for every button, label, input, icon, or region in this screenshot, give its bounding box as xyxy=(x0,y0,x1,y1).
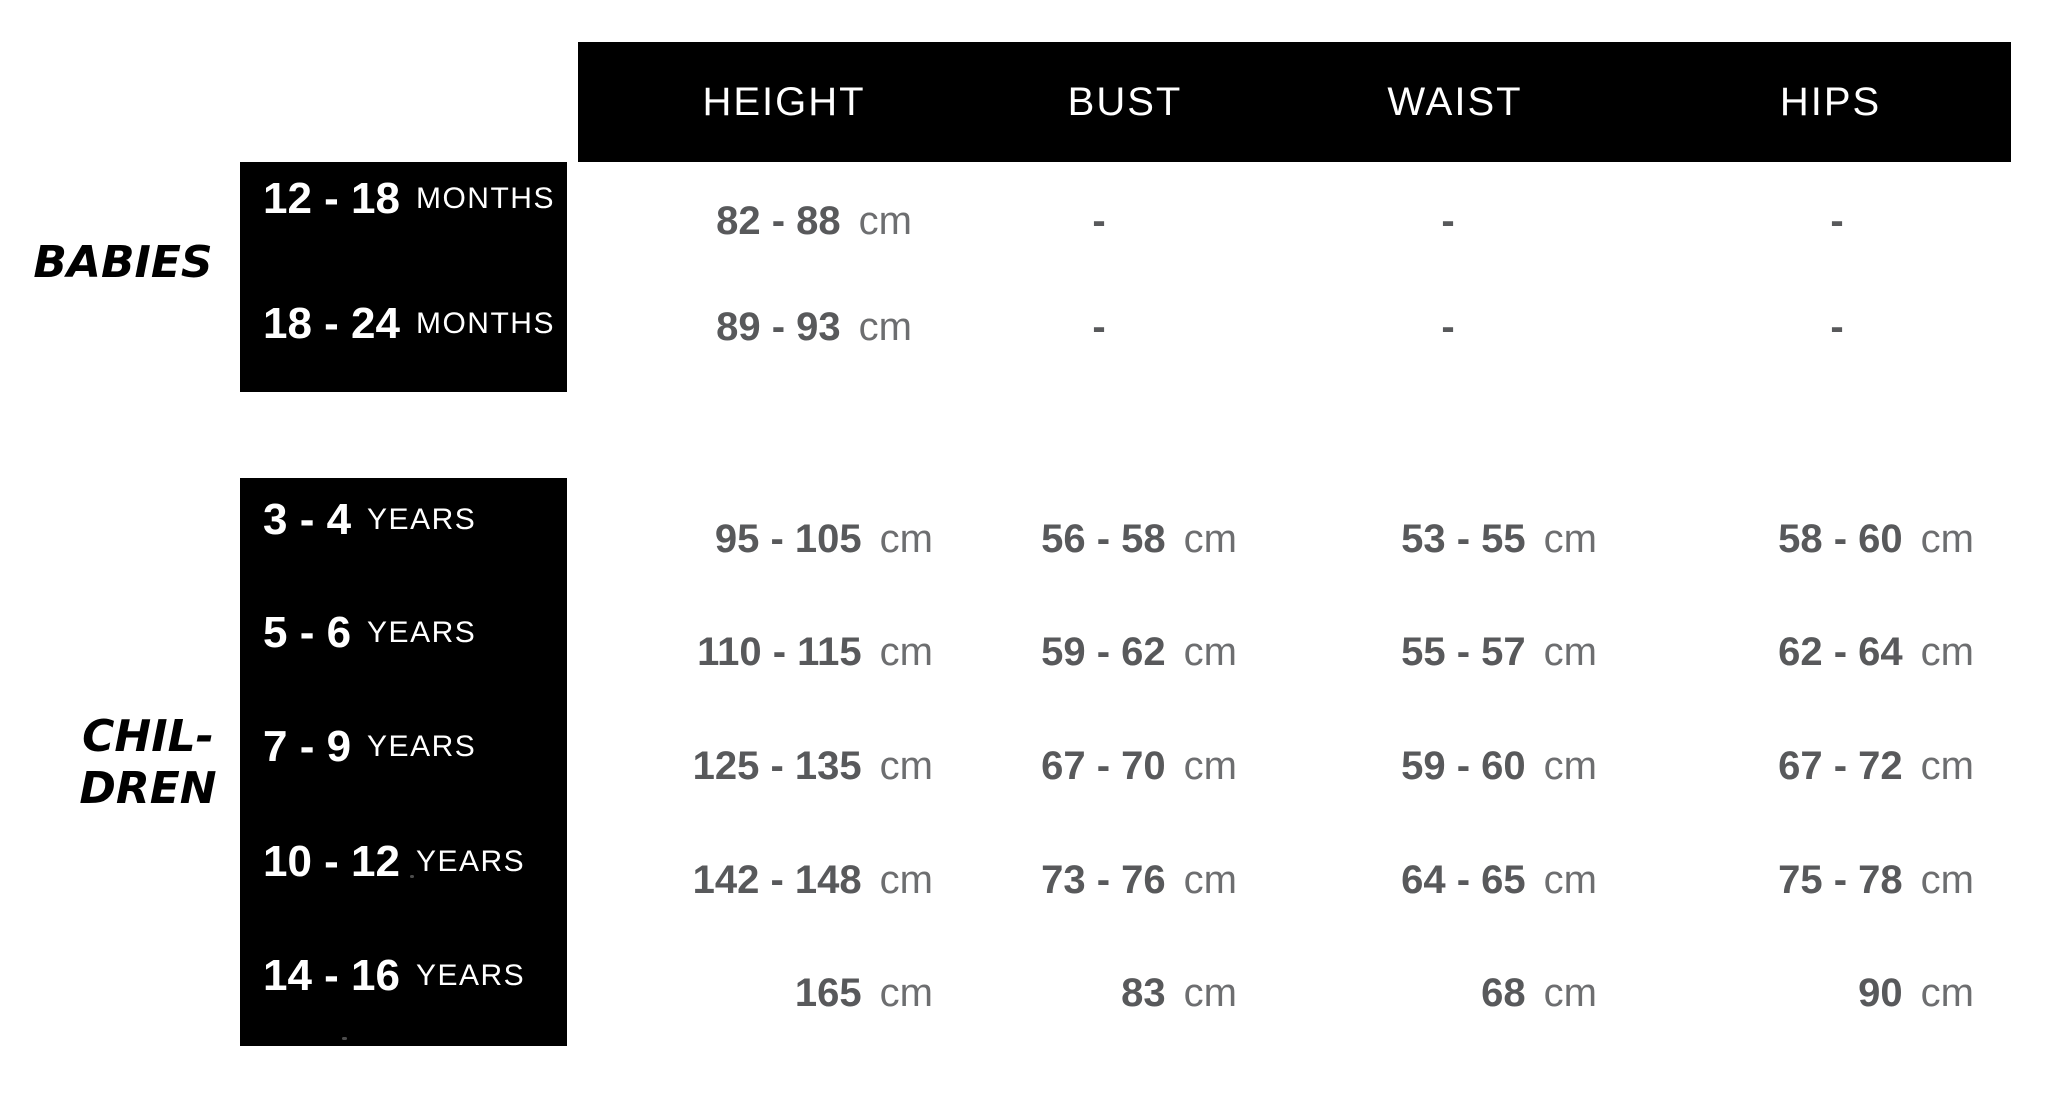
hips-value: 75 - 78 xyxy=(1778,857,1903,902)
section-label-text: CHIL- xyxy=(82,711,214,762)
bust-cell xyxy=(990,852,1260,908)
unit-cm: cm xyxy=(1920,629,1974,674)
unit-cm: cm xyxy=(1543,857,1597,902)
bust-value: 56 - 58 xyxy=(1041,516,1166,561)
section-label-text: DREN xyxy=(79,763,217,814)
size-row-12-18-months xyxy=(263,174,555,224)
hips-value: 90 xyxy=(1858,970,1903,1015)
waist-cell xyxy=(1260,738,1650,794)
hips-cell xyxy=(1650,193,2048,249)
unit-cm: cm xyxy=(879,516,933,561)
size-unit-word: YEARS xyxy=(367,503,477,536)
unit-cm: cm xyxy=(1920,516,1974,561)
height-value: 89 - 93 xyxy=(716,304,841,349)
unit-cm: cm xyxy=(879,970,933,1015)
height-cell xyxy=(570,299,990,355)
unit-cm: cm xyxy=(879,857,933,902)
unit-cm: cm xyxy=(1543,516,1597,561)
bust-cell xyxy=(990,193,1260,249)
height-value: 125 - 135 xyxy=(692,743,862,788)
hips-cell xyxy=(1650,624,2048,680)
unit-cm: cm xyxy=(1183,857,1237,902)
bust-cell xyxy=(990,965,1260,1021)
size-range: 12 - 18 xyxy=(263,174,400,223)
unit-cm: cm xyxy=(1920,743,1974,788)
unit-cm: cm xyxy=(1920,970,1974,1015)
height-cell xyxy=(570,965,990,1021)
section-label-babies xyxy=(0,237,246,289)
size-range: 5 - 6 xyxy=(263,608,352,657)
height-cell xyxy=(570,738,990,794)
bust-cell xyxy=(990,624,1260,680)
bust-cell xyxy=(990,299,1260,355)
waist-value: - xyxy=(1441,198,1455,243)
waist-cell xyxy=(1260,624,1650,680)
bust-value: - xyxy=(1092,304,1106,349)
hips-cell xyxy=(1650,511,2048,567)
bust-value: 59 - 62 xyxy=(1041,629,1166,674)
hips-value: 58 - 60 xyxy=(1778,516,1903,561)
size-unit-word: YEARS xyxy=(415,845,526,878)
unit-cm: cm xyxy=(1543,743,1597,788)
hips-cell xyxy=(1650,965,2048,1021)
size-range: 14 - 16 xyxy=(263,951,400,1000)
height-value: 82 - 88 xyxy=(716,198,841,243)
waist-value: 64 - 65 xyxy=(1401,857,1526,902)
bust-cell xyxy=(990,511,1260,567)
unit-cm: cm xyxy=(1183,970,1237,1015)
waist-cell xyxy=(1260,299,1650,355)
size-range: 3 - 4 xyxy=(263,495,352,544)
size-range: 18 - 24 xyxy=(263,299,400,348)
unit-cm: cm xyxy=(858,198,912,243)
bust-cell xyxy=(990,738,1260,794)
section-label-children xyxy=(0,711,296,815)
size-range: 7 - 9 xyxy=(263,722,352,771)
height-cell xyxy=(570,193,990,249)
hips-value: 62 - 64 xyxy=(1778,629,1903,674)
waist-cell xyxy=(1260,965,1650,1021)
size-row-14-16-years xyxy=(263,951,525,1001)
hips-value: - xyxy=(1830,304,1844,349)
size-row-7-9-years xyxy=(263,722,476,772)
size-unit-word: MONTHS xyxy=(415,182,555,215)
waist-value: 59 - 60 xyxy=(1401,743,1526,788)
unit-cm: cm xyxy=(1543,970,1597,1015)
measurement-row-3-4-years xyxy=(570,511,2048,567)
size-row-3-4-years xyxy=(263,495,476,545)
column-header-bust: BUST xyxy=(1067,79,1183,124)
measurement-row-5-6-years xyxy=(570,624,2048,680)
image-artifact-dot xyxy=(410,875,414,878)
hips-value: - xyxy=(1830,198,1844,243)
waist-value: 53 - 55 xyxy=(1401,516,1526,561)
table-header-bar xyxy=(578,42,2011,162)
measurement-row-18-24-months xyxy=(570,299,2048,355)
waist-value: 68 xyxy=(1481,970,1526,1015)
size-row-10-12-years xyxy=(263,837,525,887)
bust-value: 73 - 76 xyxy=(1041,857,1166,902)
height-value: 95 - 105 xyxy=(714,516,862,561)
hips-cell xyxy=(1650,738,2048,794)
measurement-row-7-9-years xyxy=(570,738,2048,794)
column-header-height: HEIGHT xyxy=(702,79,866,124)
height-cell xyxy=(570,852,990,908)
waist-cell xyxy=(1260,193,1650,249)
unit-cm: cm xyxy=(1183,743,1237,788)
section-label-text: BABIES xyxy=(33,237,213,288)
height-value: 142 - 148 xyxy=(692,857,862,902)
measurement-row-12-18-months xyxy=(570,193,2048,249)
image-artifact-dot xyxy=(342,1037,347,1040)
unit-cm: cm xyxy=(1183,516,1237,561)
unit-cm: cm xyxy=(879,629,933,674)
bust-value: 83 xyxy=(1121,970,1166,1015)
size-unit-word: YEARS xyxy=(415,959,526,992)
unit-cm: cm xyxy=(1183,629,1237,674)
size-unit-word: YEARS xyxy=(367,616,477,649)
height-cell xyxy=(570,511,990,567)
hips-cell xyxy=(1650,299,2048,355)
hips-cell xyxy=(1650,852,2048,908)
column-header-hips: HIPS xyxy=(1779,79,1882,124)
measurement-row-10-12-years xyxy=(570,852,2048,908)
unit-cm: cm xyxy=(879,743,933,788)
height-value: 165 xyxy=(794,970,862,1015)
waist-cell xyxy=(1260,852,1650,908)
unit-cm: cm xyxy=(858,304,912,349)
hips-value: 67 - 72 xyxy=(1778,743,1903,788)
bust-value: 67 - 70 xyxy=(1041,743,1166,788)
size-row-5-6-years xyxy=(263,608,476,658)
unit-cm: cm xyxy=(1543,629,1597,674)
size-unit-word: YEARS xyxy=(367,730,477,763)
measurement-row-14-16-years xyxy=(570,965,2048,1021)
height-cell xyxy=(570,624,990,680)
height-value: 110 - 115 xyxy=(697,629,862,674)
size-range: 10 - 12 xyxy=(263,837,400,886)
waist-value: 55 - 57 xyxy=(1401,629,1526,674)
column-header-waist: WAIST xyxy=(1387,79,1523,124)
waist-value: - xyxy=(1441,304,1455,349)
waist-cell xyxy=(1260,511,1650,567)
size-row-18-24-months xyxy=(263,299,555,349)
bust-value: - xyxy=(1092,198,1106,243)
size-unit-word: MONTHS xyxy=(415,307,555,340)
unit-cm: cm xyxy=(1920,857,1974,902)
